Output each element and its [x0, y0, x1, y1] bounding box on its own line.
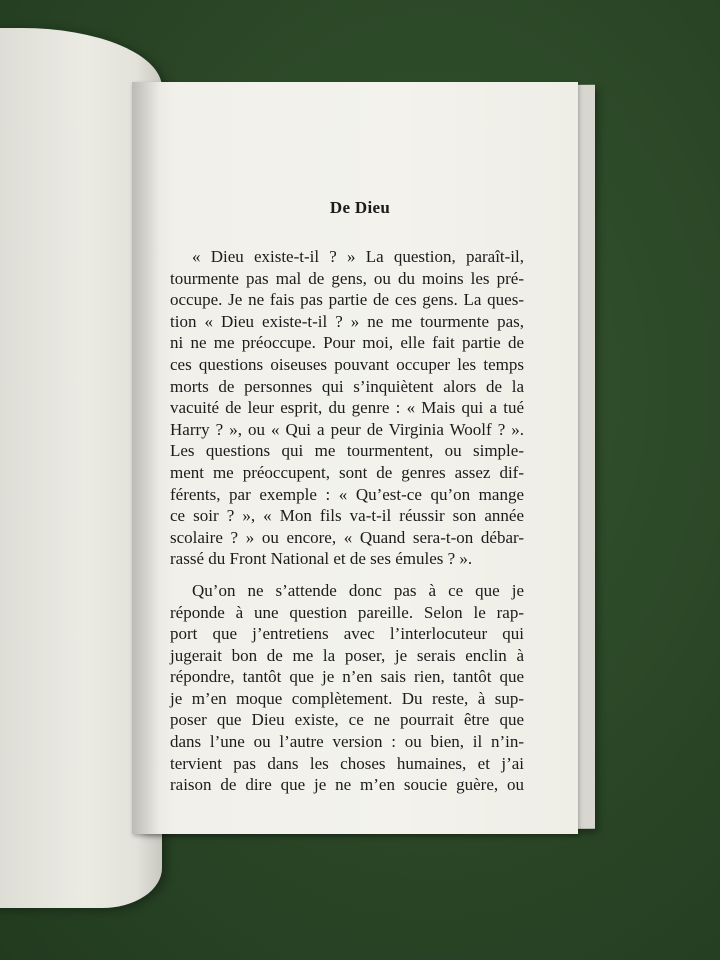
text-line: vacuité de leur esprit, du genre : « Mais qui a tué — [170, 398, 524, 418]
text-line: tervient pas dans les choses humaines, et j’ai — [170, 753, 524, 773]
text-line: tourmente pas mal de gens, ou du moins les pré- — [170, 268, 524, 288]
text-line: poser que Dieu existe, ce ne pourrait être que — [170, 710, 524, 730]
gutter-shadow — [132, 82, 160, 834]
text-line: réponde à une question pareille. Selon le rap- — [170, 602, 524, 622]
text-line: je m’en moque complètement. Du reste, à sup- — [170, 688, 524, 708]
paragraph-gap — [170, 570, 524, 580]
chapter-title: De Dieu — [329, 198, 391, 217]
text-line: port que j’entretiens avec l’interlocuteur qui — [170, 624, 524, 644]
text-line: jugerait bon de me la poser, je serais enclin à — [170, 645, 524, 665]
text-line: « Dieu existe-t-il ? » La question, paraît-il, — [192, 247, 524, 266]
text-line: Les questions qui me tourmentent, ou simple- — [170, 441, 524, 461]
text-line: ni ne me préoccupe. Pour moi, elle fait partie de — [170, 333, 524, 353]
text-line: scolaire ? » ou encore, « Quand sera-t-on débar- — [170, 527, 524, 547]
text-line: Harry ? », ou « Qui a peur de Virginia Woolf ? ». — [170, 419, 524, 439]
text-line: dans l’une ou l’autre version : ou bien, il n’in- — [170, 732, 524, 752]
text-line: ce soir ? », « Mon fils va-t-il réussir son année — [170, 506, 524, 526]
text-line: raison de dire que je ne m’en soucie guère, ou — [170, 775, 524, 795]
text-line: férents, par exemple : « Qu’est-ce qu’on mange — [170, 484, 524, 504]
text-line: tion « Dieu existe-t-il ? » ne me tourmente pas, — [170, 311, 524, 331]
body-text — [170, 246, 524, 796]
text-line: ment me préoccupent, sont de genres assez dif- — [170, 462, 524, 482]
text-line: rassé du Front National et de ses émules ? ». — [170, 549, 473, 569]
text-line: ces questions oiseuses pouvant occuper les temps — [170, 354, 524, 374]
text-line: morts de personnes qui s’inquiètent alors de la — [170, 376, 524, 396]
text-line: occupe. Je ne fais pas partie de ces gens. La ques- — [170, 290, 524, 310]
text-line: répondre, tantôt que je n’en sais rien, tantôt que — [170, 667, 524, 687]
text-line: Qu’on ne s’attende donc pas à ce que je — [192, 580, 524, 600]
